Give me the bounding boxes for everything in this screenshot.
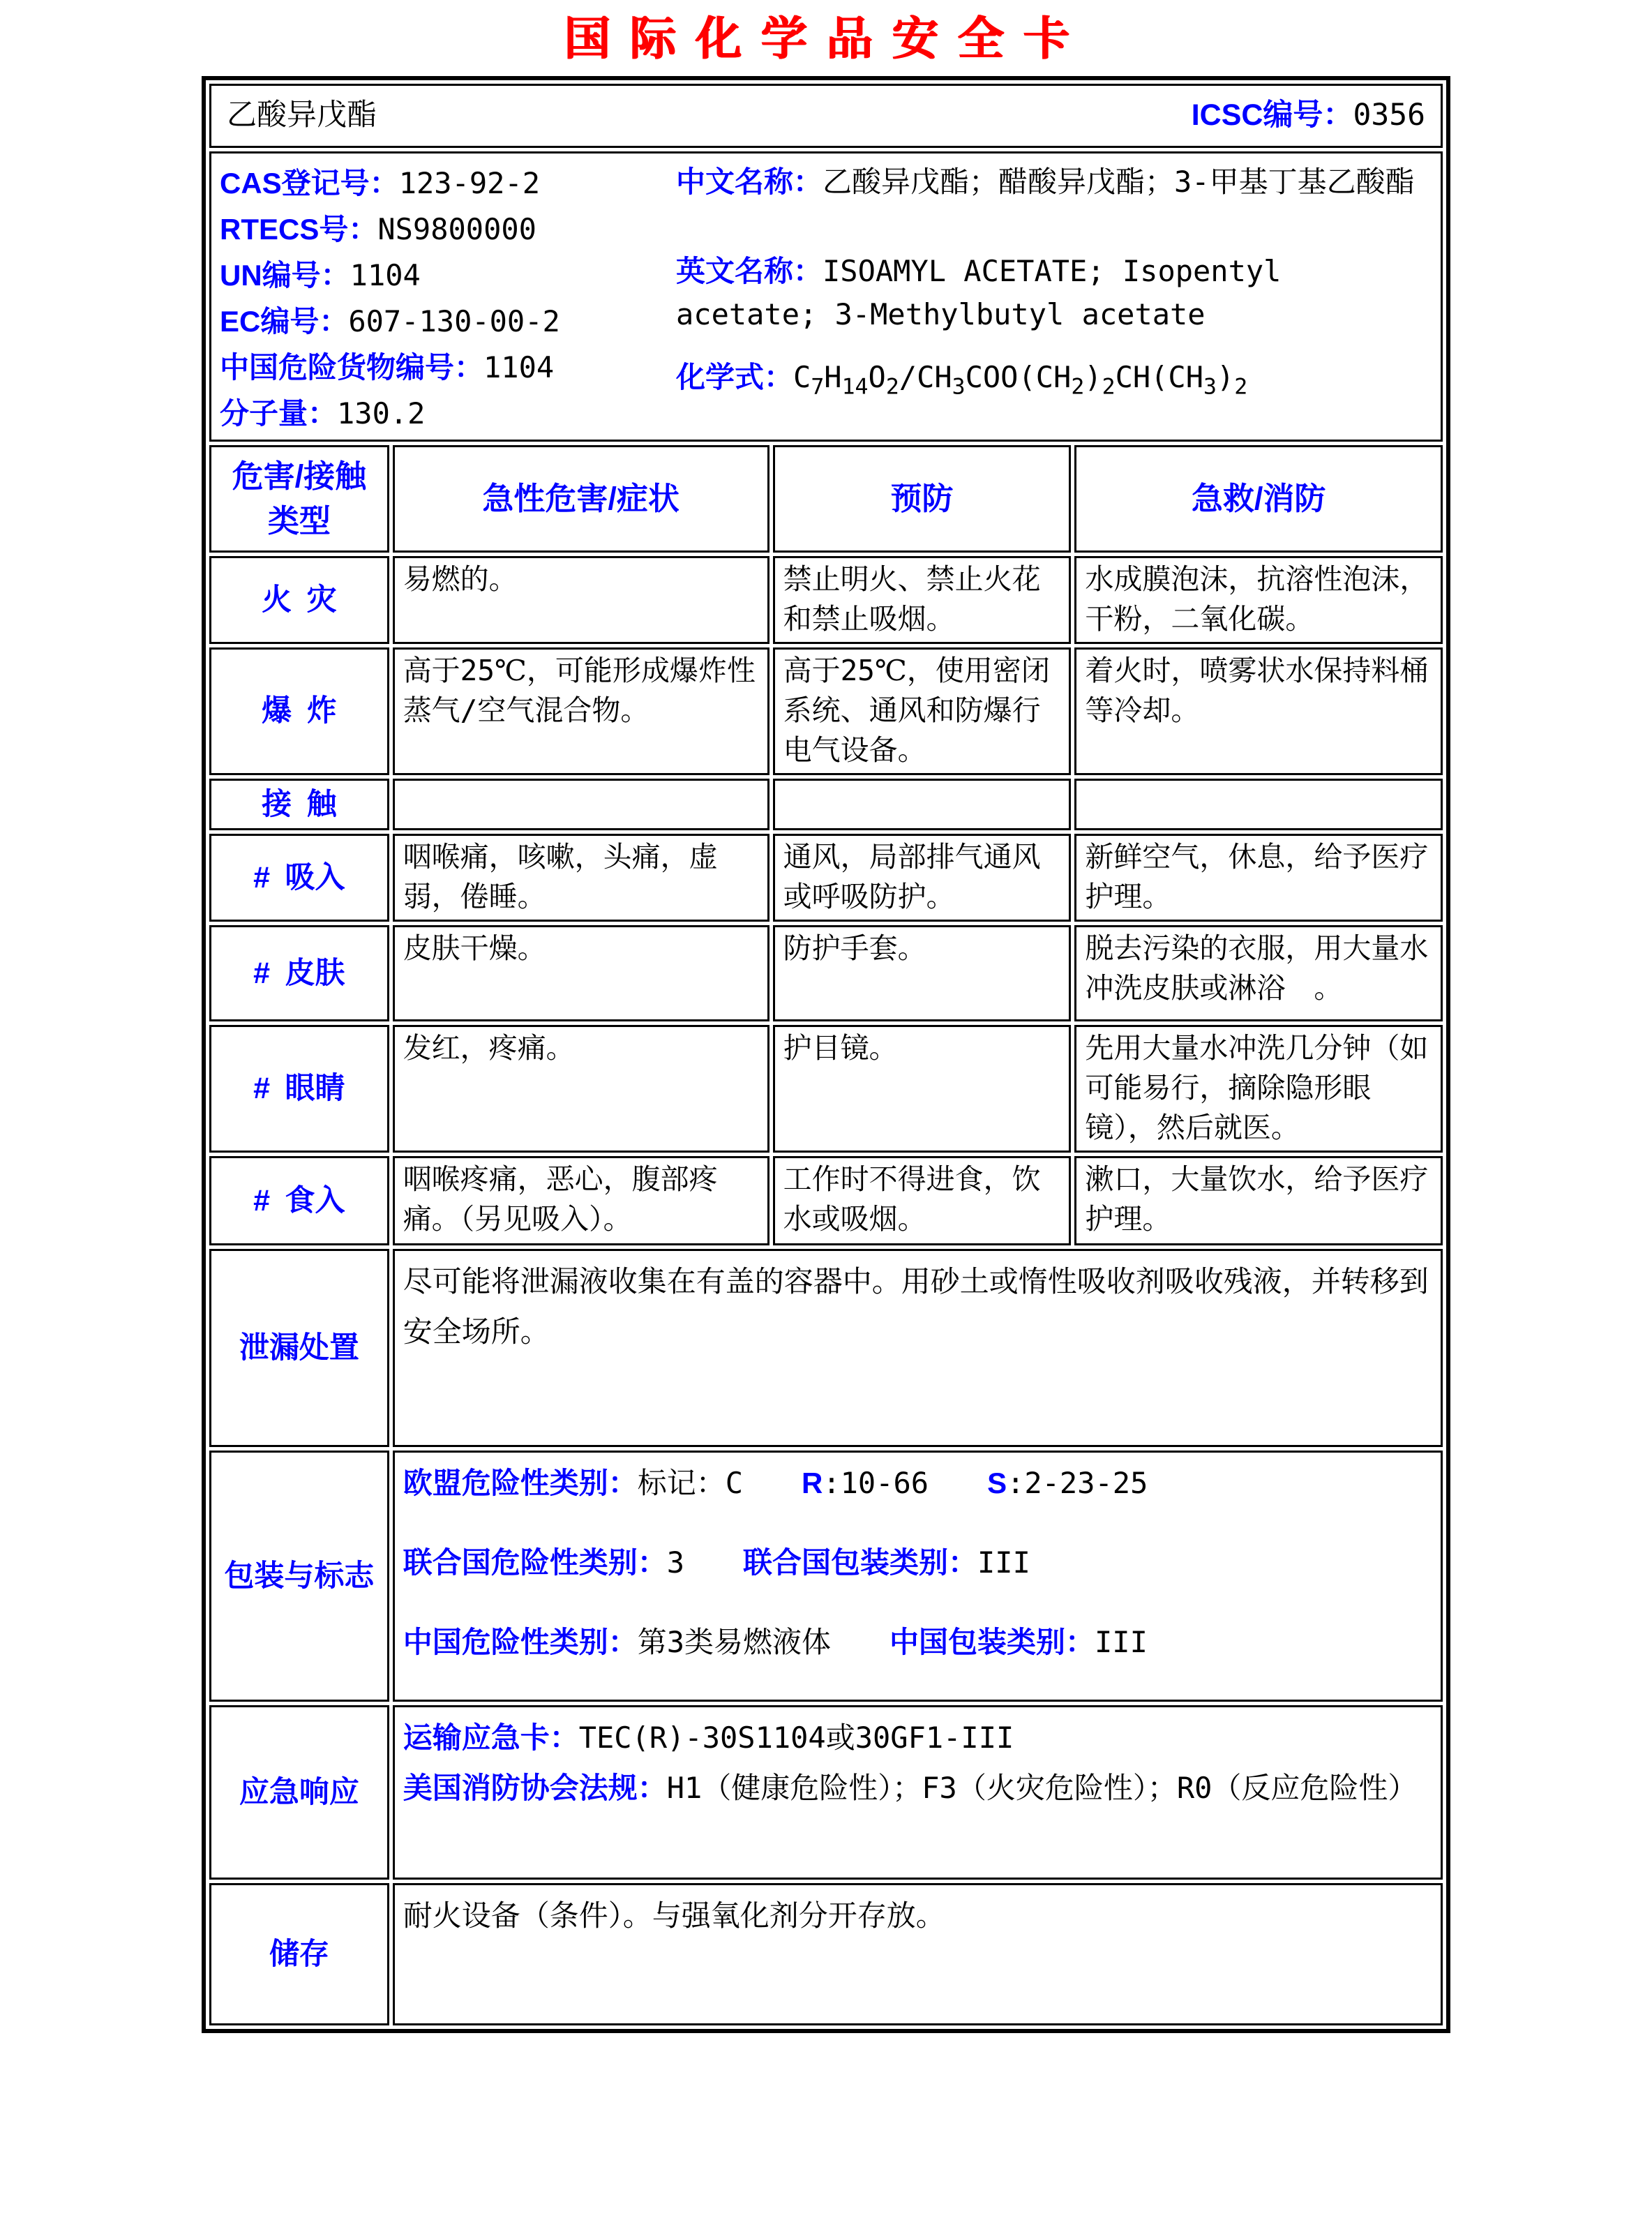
- hazard-row-ingestion: [209, 1156, 1443, 1245]
- text-line: 中国危险性类别：第3类易燃液体 中国包装类别：III: [403, 1624, 1148, 1659]
- identification-row: [209, 151, 1443, 442]
- substance-name: 乙酸异戊酯: [227, 98, 377, 133]
- identifier-value: 607-130-00-2: [348, 304, 560, 338]
- hazard-row-eyes: [209, 1025, 1443, 1153]
- identifier-line: [220, 391, 666, 437]
- text-line: 联合国危险性类别：3 联合国包装类别：III: [403, 1545, 1030, 1580]
- identifier-label: 中国危险货物编号：: [220, 350, 484, 384]
- english-name: [676, 250, 1432, 336]
- identifier-line: [220, 299, 666, 345]
- icsc-number-label: ICSC编号：: [1191, 98, 1353, 132]
- hazard-row-explosion: [209, 647, 1443, 775]
- text-line: 运输应急卡：TEC(R)-30S1104或30GF1-III: [403, 1720, 1014, 1755]
- spill-text: 尽可能将泄漏液收集在有盖的容器中。用砂土或惰性吸收剂吸收残液，并转移到安全场所。: [393, 1249, 1443, 1447]
- prevention-cell: [773, 779, 1072, 830]
- chinese-name-value: 乙酸异戊酯；醋酸异戊酯；3-甲基丁基乙酸酯: [823, 164, 1415, 199]
- header-acute-hazards: 急性危害/症状: [393, 445, 769, 553]
- first-aid-cell: 新鲜空气，休息，给予医疗护理。: [1074, 834, 1443, 922]
- symptoms-cell: 发红，疼痛。: [393, 1025, 769, 1153]
- symptoms-cell: 皮肤干燥。: [393, 925, 769, 1021]
- header-prevention: 预防: [773, 445, 1072, 553]
- icsc-number: [1192, 96, 1425, 135]
- symptoms-cell: 咽喉痛，咳嗽，头痛，虚弱，倦睡。: [393, 834, 769, 922]
- emergency-response-row: [209, 1705, 1443, 1880]
- identifier-label: RTECS号：: [220, 212, 378, 246]
- identifier-label: CAS登记号：: [220, 166, 399, 200]
- symptoms-cell: 咽喉疼痛，恶心，腹部疼痛。（另见吸入）。: [393, 1156, 769, 1245]
- symptoms-cell: 易燃的。: [393, 556, 769, 644]
- storage-row: [209, 1883, 1443, 2025]
- identifier-label: UN编号：: [220, 258, 350, 292]
- hazard-row-exposure: [209, 779, 1443, 830]
- prevention-cell: 高于25℃，使用密闭系统、通风和防爆行电气设备。: [773, 647, 1072, 775]
- substance-header-row: [209, 84, 1443, 148]
- identifier-label: EC编号：: [220, 304, 349, 338]
- category-cell: # 眼睛: [209, 1025, 389, 1153]
- identifier-line: [220, 207, 666, 253]
- chemical-formula-value: $C_7H_{14}O_2/CH_3COO(CH_2)_2CH(CH_3)_2$: [793, 359, 1248, 399]
- chemical-formula-label: 化学式：: [676, 360, 794, 394]
- emergency-category-label: 应急响应: [209, 1705, 389, 1880]
- category-cell: # 吸入: [209, 834, 389, 922]
- english-name-value: ISOAMYL ACETATE; Isopentyl acetate; 3-Methylbutyl acetate: [676, 253, 1282, 331]
- identifier-value: NS9800000: [377, 211, 536, 246]
- packaging-category-label: 包装与标志: [209, 1451, 389, 1702]
- identifier-value: 130.2: [337, 396, 426, 430]
- category-cell: # 皮肤: [209, 925, 389, 1021]
- hazard-row-inhalation: [209, 834, 1443, 922]
- packaging-text: [393, 1451, 1443, 1702]
- identifier-value: 1104: [350, 257, 421, 292]
- icsc-table: [202, 76, 1450, 2033]
- hazard-row-fire: [209, 556, 1443, 644]
- text-line: 欧盟危险性类别：标记：C R:10-66 S:2-23-25: [403, 1465, 1148, 1500]
- identifier-line: [220, 345, 666, 391]
- storage-text: 耐火设备（条件）。与强氧化剂分开存放。: [393, 1883, 1443, 2025]
- first-aid-cell: 先用大量水冲洗几分钟（如可能易行，摘除隐形眼镜），然后就医。: [1074, 1025, 1443, 1153]
- identifier-value: 123-92-2: [398, 165, 540, 200]
- prevention-cell: 防护手套。: [773, 925, 1072, 1021]
- text-line: 美国消防协会法规：H1（健康危险性）；F3（火灾危险性）；R0（反应危险性）: [403, 1770, 1418, 1805]
- prevention-cell: 护目镜。: [773, 1025, 1072, 1153]
- hazard-row-skin: [209, 925, 1443, 1021]
- first-aid-cell: 脱去污染的衣服，用大量水冲洗皮肤或淋浴 。: [1074, 925, 1443, 1021]
- chinese-name: [676, 160, 1432, 204]
- first-aid-cell: 水成膜泡沫，抗溶性泡沫，干粉，二氧化碳。: [1074, 556, 1443, 644]
- category-cell: # 食入: [209, 1156, 389, 1245]
- prevention-cell: 通风，局部排气通风或呼吸防护。: [773, 834, 1072, 922]
- emergency-text: [393, 1705, 1443, 1880]
- page-title: 国际化学品安全卡: [564, 14, 1088, 65]
- identifier-line: [220, 253, 666, 299]
- chinese-name-label: 中文名称：: [676, 165, 823, 198]
- icsc-number-value: 0356: [1353, 98, 1425, 133]
- category-cell: 接 触: [209, 779, 389, 830]
- prevention-cell: 禁止明火、禁止火花和禁止吸烟。: [773, 556, 1072, 644]
- symptoms-cell: 高于25℃，可能形成爆炸性蒸气/空气混合物。: [393, 647, 769, 775]
- names-block: [666, 160, 1432, 441]
- storage-category-label: 储存: [209, 1883, 389, 2025]
- category-cell: 爆 炸: [209, 647, 389, 775]
- symptoms-cell: [393, 779, 769, 830]
- header-hazard-type: 危害/接触类型: [209, 445, 389, 553]
- identifier-list: [220, 160, 666, 441]
- category-cell: 火 灾: [209, 556, 389, 644]
- identifier-label: 分子量：: [220, 396, 338, 430]
- first-aid-cell: 漱口，大量饮水，给予医疗护理。: [1074, 1156, 1443, 1245]
- spill-disposal-row: [209, 1249, 1443, 1447]
- packaging-row: [209, 1451, 1443, 1702]
- identifier-value: 1104: [483, 350, 555, 384]
- english-name-label: 英文名称：: [676, 254, 823, 287]
- identifier-line: [220, 160, 666, 207]
- first-aid-cell: 着火时，喷雾状水保持料桶等冷却。: [1074, 647, 1443, 775]
- prevention-cell: 工作时不得进食，饮水或吸烟。: [773, 1156, 1072, 1245]
- chemical-formula: [676, 356, 1432, 399]
- hazard-header-row: [209, 445, 1443, 553]
- spill-category-label: 泄漏处置: [209, 1249, 389, 1447]
- first-aid-cell: [1074, 779, 1443, 830]
- header-first-aid: 急救/消防: [1074, 445, 1443, 553]
